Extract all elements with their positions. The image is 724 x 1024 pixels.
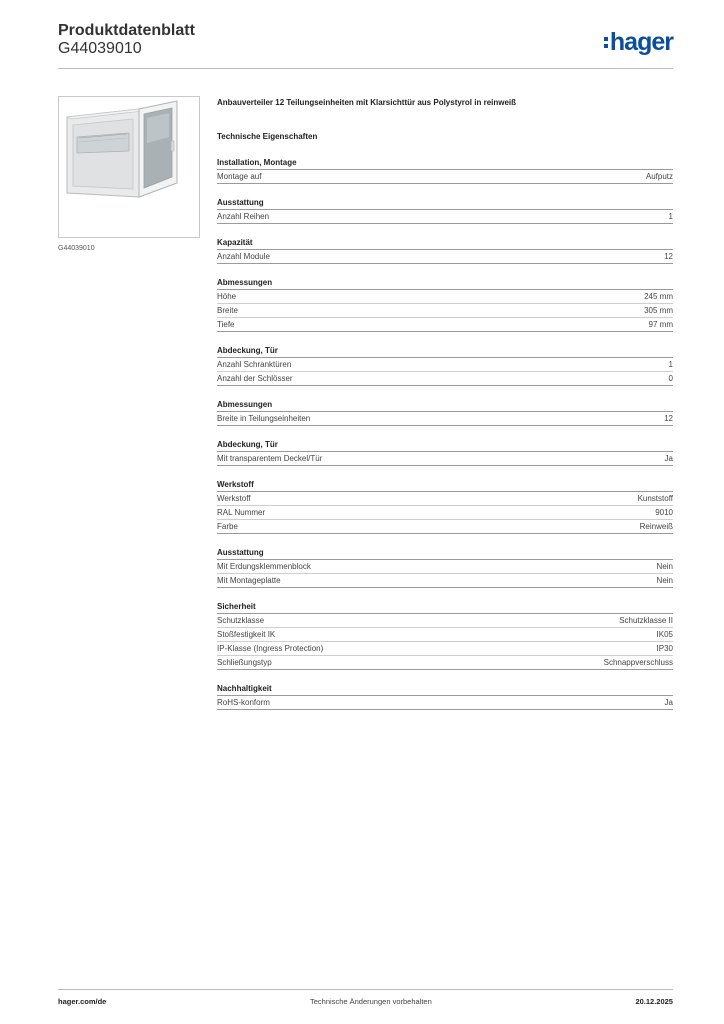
property-value: Ja [664, 698, 673, 707]
property-value: Kunststoff [637, 494, 673, 503]
logo-text: hager [609, 28, 673, 56]
section-title: Abmessungen [217, 398, 673, 412]
property-label: Schutzklasse [217, 616, 265, 625]
property-label: Anzahl der Schlösser [217, 374, 293, 383]
section-title: Sicherheit [217, 600, 673, 614]
property-label: Tiefe [217, 320, 235, 329]
section-title: Abmessungen [217, 276, 673, 290]
property-value: 97 mm [648, 320, 673, 329]
property-value: 245 mm [644, 292, 673, 301]
property-label: Anzahl Schranktüren [217, 360, 292, 369]
property-value: 1 [668, 212, 673, 221]
properties-list [217, 156, 673, 710]
property-row [217, 358, 673, 372]
property-value: Schutzklasse II [619, 616, 673, 625]
section-title: Installation, Montage [217, 156, 673, 170]
property-row [217, 574, 673, 588]
section-title: Abdeckung, Tür [217, 438, 673, 452]
property-row [217, 520, 673, 534]
property-label: Montage auf [217, 172, 262, 181]
property-value: 9010 [655, 508, 673, 517]
property-label: Anzahl Reihen [217, 212, 270, 221]
property-row [217, 210, 673, 224]
property-row [217, 304, 673, 318]
footer-notice: Technische Änderungen vorbehalten [310, 997, 432, 1006]
property-section [217, 236, 673, 264]
page-footer [58, 997, 673, 1006]
property-value: Schnappverschluss [603, 658, 673, 667]
property-section [217, 196, 673, 224]
property-label: Farbe [217, 522, 238, 531]
property-label: Breite in Teilungseinheiten [217, 414, 311, 423]
property-value: IK05 [656, 630, 673, 639]
footer-divider [58, 989, 673, 990]
property-label: RoHS-konform [217, 698, 270, 707]
property-label: Höhe [217, 292, 237, 301]
section-title: Ausstattung [217, 196, 673, 210]
property-row [217, 696, 673, 710]
product-description: Anbauverteiler 12 Teilungseinheiten mit Klarsichttür aus Polystyrol in reinweiß [217, 98, 517, 107]
property-label: Breite [217, 306, 238, 315]
property-row [217, 290, 673, 304]
property-label: Schließungstyp [217, 658, 272, 667]
product-code: G44039010 [58, 40, 142, 57]
document-title: Produktdatenblatt [58, 22, 195, 39]
property-row [217, 506, 673, 520]
property-label: RAL Nummer [217, 508, 266, 517]
property-section [217, 546, 673, 588]
property-value: Ja [664, 454, 673, 463]
property-row [217, 412, 673, 426]
property-section [217, 438, 673, 466]
property-row [217, 372, 673, 386]
property-label: Stoßfestigkeit IK [217, 630, 276, 639]
technical-properties-heading: Technische Eigenschaften [217, 132, 318, 141]
property-row [217, 642, 673, 656]
header-divider [58, 68, 673, 69]
property-value: Reinweiß [639, 522, 673, 531]
distribution-board-image [59, 97, 199, 237]
property-value: Aufputz [645, 172, 673, 181]
property-value: Nein [656, 562, 673, 571]
property-row [217, 170, 673, 184]
property-section [217, 276, 673, 332]
property-value: 12 [664, 414, 673, 423]
property-section [217, 478, 673, 534]
property-section [217, 600, 673, 670]
property-section [217, 344, 673, 386]
property-value: 12 [664, 252, 673, 261]
footer-website: hager.com/de [58, 997, 107, 1006]
property-row [217, 492, 673, 506]
property-label: Anzahl Module [217, 252, 270, 261]
property-section [217, 398, 673, 426]
property-row [217, 628, 673, 642]
property-value: 305 mm [644, 306, 673, 315]
property-value: 1 [668, 360, 673, 369]
property-label: Mit Erdungsklemmenblock [217, 562, 311, 571]
property-section [217, 156, 673, 184]
hager-logo [604, 28, 673, 57]
section-title: Kapazität [217, 236, 673, 250]
property-row [217, 560, 673, 574]
property-label: Mit transparentem Deckel/Tür [217, 454, 323, 463]
footer-date: 20.12.2025 [635, 997, 673, 1006]
section-title: Werkstoff [217, 478, 673, 492]
product-content [217, 96, 673, 710]
product-image [58, 96, 200, 238]
property-row [217, 656, 673, 670]
property-section [217, 682, 673, 710]
property-row [217, 318, 673, 332]
property-value: 0 [668, 374, 673, 383]
property-value: Nein [656, 576, 673, 585]
section-title: Nachhaltigkeit [217, 682, 673, 696]
property-label: Werkstoff [217, 494, 251, 503]
property-row [217, 614, 673, 628]
property-row [217, 452, 673, 466]
property-row [217, 250, 673, 264]
section-title: Ausstattung [217, 546, 673, 560]
page-header [58, 22, 673, 68]
logo-dots-icon [604, 37, 608, 48]
property-value: IP30 [656, 644, 673, 653]
section-title: Abdeckung, Tür [217, 344, 673, 358]
image-caption: G44039010 [58, 245, 95, 252]
property-label: Mit Montageplatte [217, 576, 281, 585]
property-label: IP-Klasse (Ingress Protection) [217, 644, 324, 653]
